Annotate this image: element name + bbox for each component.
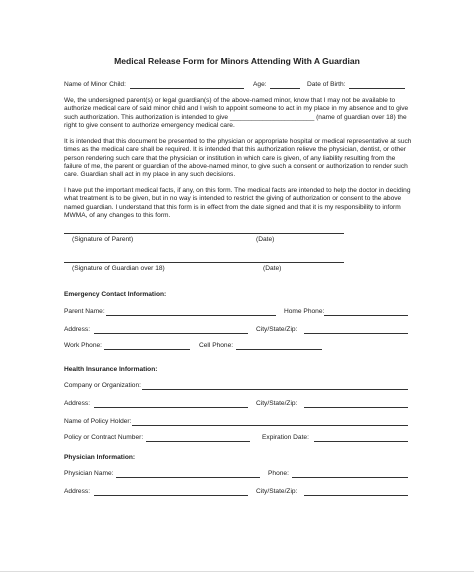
guardian-signature-line[interactable] [64, 262, 344, 263]
work-phone-field[interactable] [104, 349, 190, 350]
paragraph-intent: It is intended that this document be presented to the physician or appropriate hospital or medical representative at such times as the medical care shall be required. It is intended that this authorization relieve the physician, dentist, or other person rendering such care that the physician or institution in which care is given, of any liability resulting from the failure of me, the parent or guardian of the above-named minor, to give such a consent or authorization to render such care. Guardian shall act in my place in any such decisions. [64, 138, 412, 179]
paragraph-authorization: We, the undersigned parent(s) or legal guardian(s) of the above-named minor, know that I may not be available to authorize medical care of said minor child and I wish to appoint someone to act in my place in my absence and to give such authorization. This authorization is intended to give _______________________ (name of guardian over 18) the right to give consent to authorize emergency medical care. [64, 97, 409, 129]
physician-phone-field[interactable] [292, 477, 408, 478]
expiration-label: Expiration Date: [262, 434, 309, 441]
physician-address-label: Address: [64, 488, 91, 495]
age-field[interactable] [270, 88, 300, 89]
parent-name-label: Parent Name: [64, 308, 105, 315]
insurance-city-field[interactable] [304, 407, 408, 408]
age-label: Age: [253, 81, 267, 88]
physician-name-field[interactable] [116, 477, 260, 478]
physician-phone-label: Phone: [268, 470, 289, 477]
insurance-city-label: City/State/Zip: [256, 400, 298, 407]
emergency-address-field[interactable] [94, 333, 248, 334]
emergency-city-field[interactable] [304, 333, 408, 334]
physician-heading: Physician Information: [64, 454, 136, 461]
company-label: Company or Organization: [64, 382, 141, 389]
insurance-address-field[interactable] [94, 407, 248, 408]
home-phone-label: Home Phone: [284, 308, 325, 315]
insurance-address-label: Address: [64, 400, 91, 407]
physician-city-field[interactable] [304, 495, 408, 496]
guardian-signature-label: (Signature of Guardian over 18) [72, 265, 165, 272]
cell-phone-field[interactable] [236, 349, 322, 350]
parent-date-label: (Date) [256, 236, 275, 243]
emergency-city-label: City/State/Zip: [256, 326, 298, 333]
work-phone-label: Work Phone: [64, 342, 102, 349]
minor-name-label: Name of Minor Child: [64, 81, 126, 88]
policy-number-field[interactable] [146, 441, 250, 442]
dob-field[interactable] [349, 88, 405, 89]
insurance-heading: Health Insurance Information: [64, 366, 158, 373]
page-bottom-border [0, 571, 474, 572]
physician-address-field[interactable] [94, 495, 248, 496]
policy-number-label: Policy or Contract Number: [64, 434, 144, 441]
dob-label: Date of Birth: [307, 81, 346, 88]
paragraph-medical-facts: I have put the important medical facts, if any, on this form. The medical facts are intended to help the doctor in deciding what treatment is to be given, but in no way is intended to restrict the giving of authorization or consent to the above named guardian. I understand that this form is in effect from the date signed and that it is my responsibility to inform MWMA, of any changes to this form. [64, 187, 411, 219]
form-title: Medical Release Form for Minors Attending With A Guardian [114, 56, 360, 66]
parent-signature-line[interactable] [64, 233, 344, 234]
cell-phone-label: Cell Phone: [199, 342, 234, 349]
guardian-date-label: (Date) [263, 265, 282, 272]
policy-holder-field[interactable] [132, 425, 408, 426]
expiration-field[interactable] [314, 441, 408, 442]
physician-name-label: Physician Name: [64, 470, 114, 477]
emergency-heading: Emergency Contact Information: [64, 291, 167, 298]
physician-city-label: City/State/Zip: [256, 488, 298, 495]
company-field[interactable] [142, 389, 408, 390]
policy-holder-label: Name of Policy Holder: [64, 418, 132, 425]
emergency-address-label: Address: [64, 326, 91, 333]
parent-signature-label: (Signature of Parent) [72, 236, 134, 243]
parent-name-field[interactable] [106, 315, 276, 316]
home-phone-field[interactable] [324, 315, 408, 316]
minor-name-field[interactable] [130, 88, 244, 89]
